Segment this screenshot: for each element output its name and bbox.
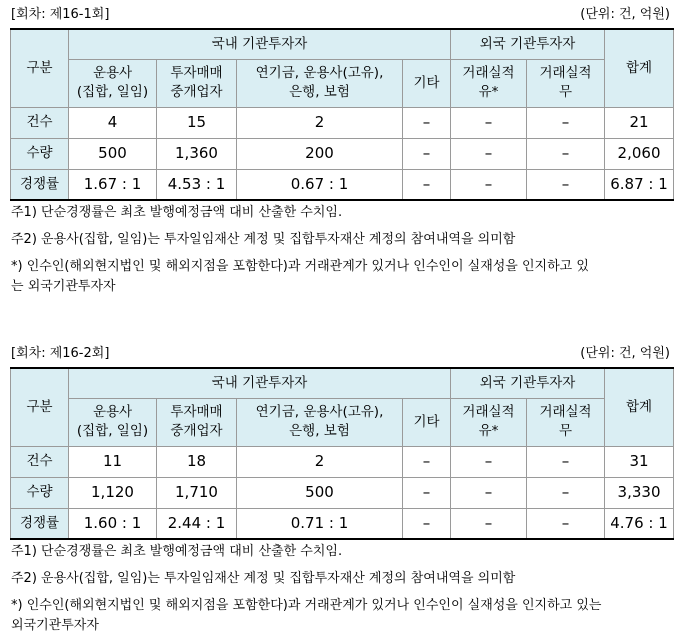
header-investment-broker: 투자매매 중개업자 [157, 398, 237, 446]
table-cell: 11 [69, 446, 157, 477]
table-cell: 0.71 : 1 [237, 508, 403, 539]
header-domestic-group: 국내 기관투자자 [69, 29, 451, 59]
table-cell: 1,360 [157, 138, 237, 169]
round-label: [회차: 제16-2회] [11, 346, 110, 361]
table-cell: 15 [157, 107, 237, 138]
result-table [10, 367, 674, 540]
footnote: 주2) 운용사(집합, 일임)는 투자일임재산 계정 및 집합투자재산 계정의 참여내역을 의미함 [11, 571, 516, 586]
table-cell: 2 [237, 107, 403, 138]
table-cell: 3,330 [605, 477, 674, 508]
table-cell: 1.60 : 1 [69, 508, 157, 539]
header-total: 합계 [605, 368, 674, 446]
header-total: 합계 [605, 29, 674, 107]
header-category: 구분 [11, 29, 69, 107]
table-cell: 4 [69, 107, 157, 138]
table-cell: 0.67 : 1 [237, 169, 403, 200]
table-cell: – [527, 138, 605, 169]
section-header [0, 3, 681, 21]
row-label: 건수 [11, 107, 69, 138]
header-category: 구분 [11, 368, 69, 446]
section-header [0, 342, 681, 360]
table-cell: – [403, 107, 451, 138]
table-cell: 1,710 [157, 477, 237, 508]
header-without-record: 거래실적 무 [527, 59, 605, 107]
footnote: *) 인수인(해외현지법인 및 해외지점을 포함한다)과 거래관계가 있거나 인수인이 실재성을 인지하고 있는 [11, 598, 602, 613]
header-asset-manager: 운용사 (집합, 일임) [69, 59, 157, 107]
table-row [11, 508, 674, 539]
table-cell: – [403, 169, 451, 200]
table-cell: 500 [69, 138, 157, 169]
table-cell: – [527, 107, 605, 138]
header-pension-bank-insurance: 연기금, 운용사(고유), 은행, 보험 [237, 398, 403, 446]
table-row [11, 477, 674, 508]
row-label: 경쟁률 [11, 508, 69, 539]
table-cell: – [403, 138, 451, 169]
table-cell: – [527, 446, 605, 477]
table-cell: – [403, 446, 451, 477]
result-table [10, 28, 674, 201]
header-foreign-group: 외국 기관투자자 [451, 368, 605, 398]
header-with-record: 거래실적 유* [451, 398, 527, 446]
footnote: 주1) 단순경쟁률은 최초 발행예정금액 대비 산출한 수치임. [11, 544, 343, 559]
table-cell: – [451, 508, 527, 539]
footnote: 는 외국기관투자자 [11, 279, 116, 294]
footnote: 주2) 운용사(집합, 일임)는 투자일임재산 계정 및 집합투자재산 계정의 참여내역을 의미함 [11, 232, 516, 247]
table-cell: 31 [605, 446, 674, 477]
table-row [11, 107, 674, 138]
unit-label: (단위: 건, 억원) [580, 7, 670, 22]
table-cell: 2.44 : 1 [157, 508, 237, 539]
round-label: [회차: 제16-1회] [11, 7, 110, 22]
table-cell: – [451, 477, 527, 508]
footnote: 외국기관투자자 [11, 618, 99, 633]
header-other: 기타 [403, 398, 451, 446]
row-label: 수량 [11, 138, 69, 169]
table-cell: – [403, 508, 451, 539]
table-cell: – [403, 477, 451, 508]
footnote: *) 인수인(해외현지법인 및 해외지점을 포함한다)과 거래관계가 있거나 인수인이 실재성을 인지하고 있 [11, 259, 589, 274]
header-pension-bank-insurance: 연기금, 운용사(고유), 은행, 보험 [237, 59, 403, 107]
header-asset-manager: 운용사 (집합, 일임) [69, 398, 157, 446]
table-cell: 4.76 : 1 [605, 508, 674, 539]
table-cell: 4.53 : 1 [157, 169, 237, 200]
table-cell: 18 [157, 446, 237, 477]
table-row [11, 169, 674, 200]
table-cell: 2,060 [605, 138, 674, 169]
header-with-record: 거래실적 유* [451, 59, 527, 107]
row-label: 경쟁률 [11, 169, 69, 200]
table-cell: 200 [237, 138, 403, 169]
header-without-record: 거래실적 무 [527, 398, 605, 446]
table-cell: 1,120 [69, 477, 157, 508]
header-investment-broker: 투자매매 중개업자 [157, 59, 237, 107]
row-label: 건수 [11, 446, 69, 477]
header-foreign-group: 외국 기관투자자 [451, 29, 605, 59]
table-cell: – [451, 169, 527, 200]
unit-label: (단위: 건, 억원) [580, 346, 670, 361]
table-cell: – [451, 107, 527, 138]
header-other: 기타 [403, 59, 451, 107]
footnote: 주1) 단순경쟁률은 최초 발행예정금액 대비 산출한 수치임. [11, 205, 343, 220]
row-label: 수량 [11, 477, 69, 508]
table-cell: – [527, 508, 605, 539]
table-cell: – [527, 169, 605, 200]
header-domestic-group: 국내 기관투자자 [69, 368, 451, 398]
table-cell: – [451, 446, 527, 477]
table-cell: 21 [605, 107, 674, 138]
table-cell: – [451, 138, 527, 169]
table-cell: 6.87 : 1 [605, 169, 674, 200]
table-cell: – [527, 477, 605, 508]
table-cell: 1.67 : 1 [69, 169, 157, 200]
table-cell: 2 [237, 446, 403, 477]
table-row [11, 446, 674, 477]
table-row [11, 138, 674, 169]
table-cell: 500 [237, 477, 403, 508]
